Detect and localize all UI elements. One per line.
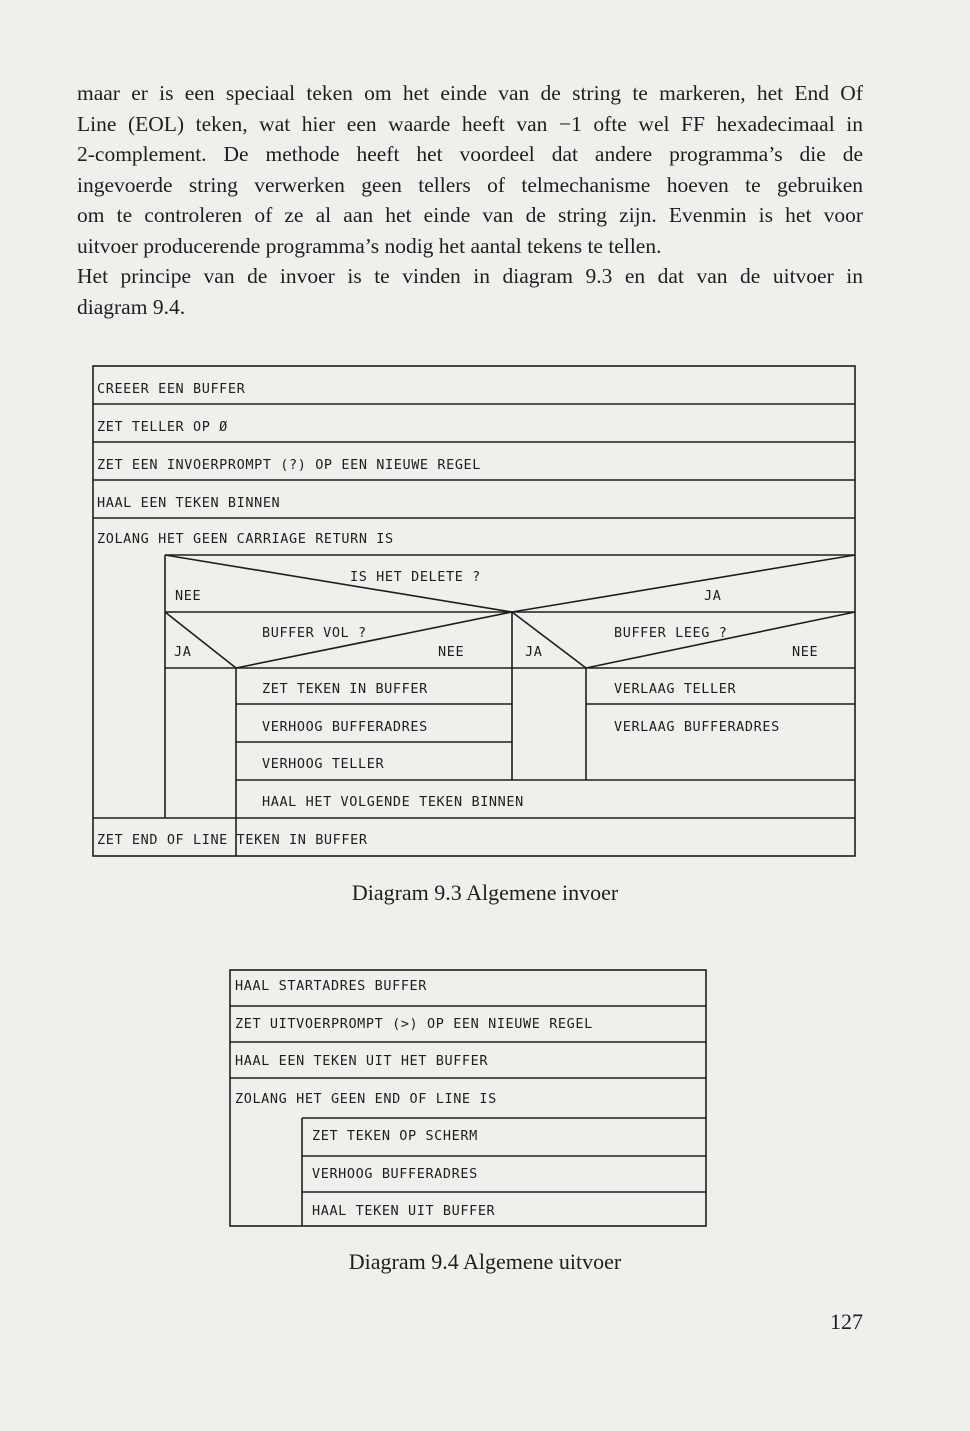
diagram-caption: Diagram 9.3 Algemene invoer (351, 880, 619, 905)
step-verlaag-bufferadres: VERLAAG BUFFERADRES (614, 719, 780, 735)
decision-buffer-leeg: BUFFER LEEG ? (614, 625, 728, 641)
step-verhoog-bufferadres: VERHOOG BUFFERADRES (262, 719, 428, 735)
step-verhoog-teller: VERHOOG TELLER (262, 756, 385, 772)
step-zet-eol: ZET END OF LINE TEKEN IN BUFFER (97, 832, 368, 848)
text-line: 2-complement. De methode heeft het voordeel dat andere programma’s die de (77, 142, 863, 166)
text-line: maar er is een speciaal teken om het einde van de string te markeren, het End Of (77, 81, 863, 105)
text-line: om te controleren of ze al aan het einde van de string zijn. Evenmin is het voor (77, 203, 863, 227)
step-invoerprompt: ZET EEN INVOERPROMPT (?) OP EEN NIEUWE REGEL (97, 457, 482, 473)
decision-buffer-vol: BUFFER VOL ? (262, 625, 367, 641)
step-haal-teken-uit-buffer: HAAL EEN TEKEN UIT HET BUFFER (235, 1053, 489, 1069)
branch-ja-label: JA (704, 588, 722, 604)
text-line: ingevoerde string verwerken geen tellers of telmechanisme hoeven te gebruiken (77, 172, 863, 197)
step-creeer-buffer: CREEER EEN BUFFER (97, 381, 246, 397)
step-zet-teken-op-scherm: ZET TEKEN OP SCHERM (312, 1128, 478, 1144)
step-haal-teken-uit-buffer: HAAL TEKEN UIT BUFFER (312, 1203, 496, 1219)
step-verhoog-bufferadres: VERHOOG BUFFERADRES (312, 1166, 478, 1182)
branch-ja-label: JA (525, 644, 543, 660)
step-uitvoerprompt: ZET UITVOERPROMPT (>) OP EEN NIEUWE REGEL (235, 1016, 593, 1032)
step-haal-teken: HAAL EEN TEKEN BINNEN (97, 495, 281, 511)
step-haal-volgende-teken: HAAL HET VOLGENDE TEKEN BINNEN (262, 794, 524, 810)
loop-zolang-eol: ZOLANG HET GEEN END OF LINE IS (235, 1091, 497, 1107)
text-line: uitvoer producerende programma’s nodig het aantal tekens te tellen. (77, 233, 662, 258)
branch-nee-label: NEE (175, 588, 202, 604)
text-line: Line (EOL) teken, wat hier een waarde heeft van −1 ofte wel FF hexadecimaal in (77, 111, 863, 136)
text-line: Het principe van de invoer is te vinden in diagram 9.3 en dat van de uitvoer in (77, 264, 863, 288)
step-zet-teller: ZET TELLER OP Ø (97, 419, 228, 435)
page-number: 127 (830, 1309, 863, 1334)
branch-ja-label: JA (174, 644, 192, 660)
step-haal-startadres: HAAL STARTADRES BUFFER (235, 978, 428, 994)
decision-is-delete: IS HET DELETE ? (350, 569, 481, 585)
diagram-caption: Diagram 9.4 Algemene uitvoer (348, 1249, 622, 1274)
loop-zolang-cr: ZOLANG HET GEEN CARRIAGE RETURN IS (97, 531, 394, 547)
branch-nee-label: NEE (438, 644, 465, 660)
branch-nee-label: NEE (792, 644, 819, 660)
step-verlaag-teller: VERLAAG TELLER (614, 681, 737, 697)
step-zet-teken-in-buffer: ZET TEKEN IN BUFFER (262, 681, 428, 697)
text-line: diagram 9.4. (77, 294, 186, 319)
